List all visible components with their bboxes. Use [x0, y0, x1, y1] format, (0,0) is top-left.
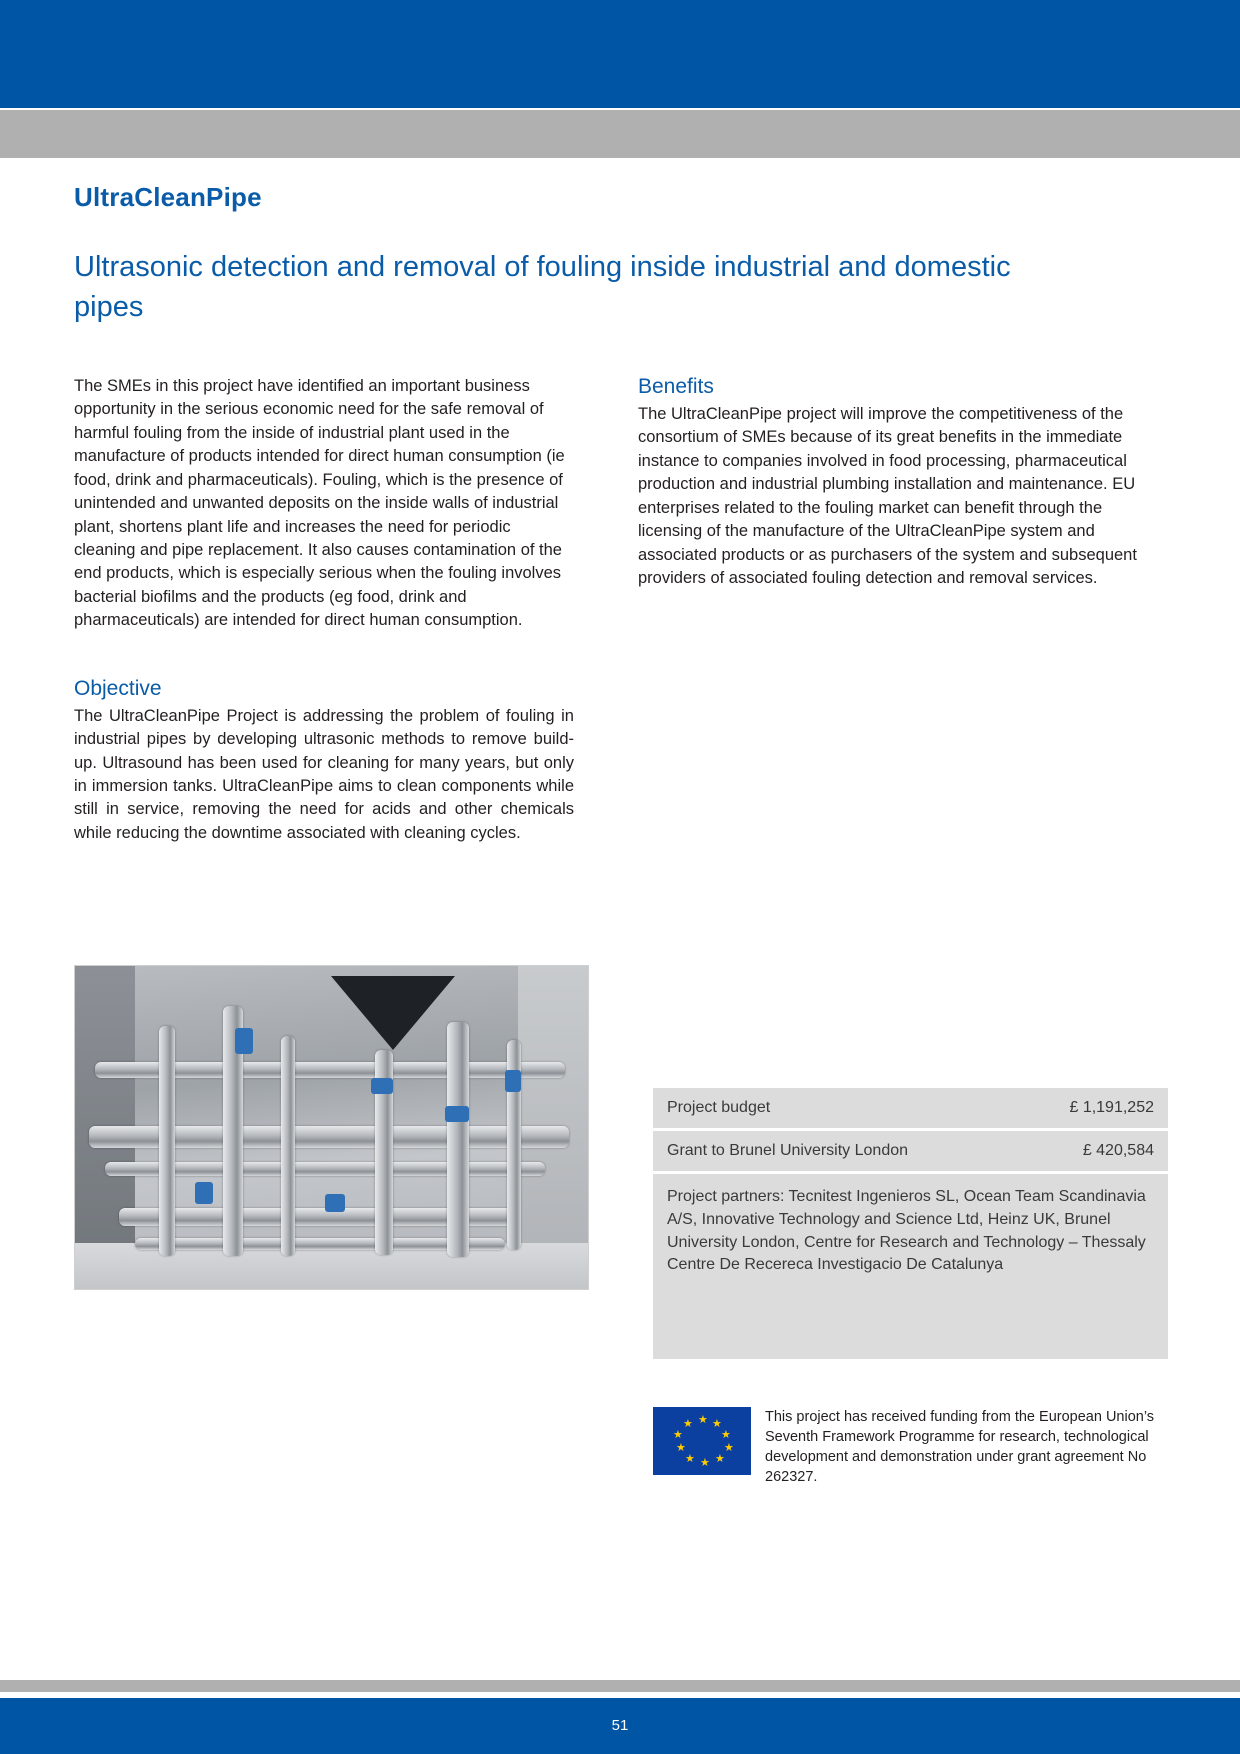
project-name: UltraCleanPipe — [74, 182, 262, 212]
left-column — [74, 375, 574, 845]
objective-paragraph: The UltraCleanPipe Project is addressing the problem of fouling in industrial pipes by developing ultrasonic methods to remove build-up. Ultrasound has been used for cleaning for many years, but only in immersion tanks. UltraCleanPipe aims to clean components while still in service, removing the need for acids and other chemicals while reducing the downtime associated with cleaning cycles. — [74, 706, 574, 842]
eu-flag-icon: ★ ★ ★ ★ ★ ★ ★ ★ ★ ★ — [653, 1407, 751, 1475]
partners-block: Project partners: Tecnitest Ingenieros SL, Ocean Team Scandinavia A/S, Innovative Technology and Science Ltd, Heinz UK, Brunel University London, Centre for Research and Technology – Thessaly Centre De Recereca Investigacio De Catalunya — [653, 1174, 1168, 1359]
top-banner — [0, 0, 1240, 108]
budget-row — [653, 1088, 1168, 1128]
lower-area — [74, 965, 1166, 1487]
budget-value: £ 1,191,252 — [1069, 1099, 1154, 1117]
top-gray-rule — [0, 110, 1240, 158]
benefits-paragraph: The UltraCleanPipe project will improve the competitiveness of the consortium of SMEs because of its great benefits in the immediate instance to companies involved in food processing, pharmaceutical production and industrial plumbing installation and maintenance. EU enterprises related to the fouling market can benefit through the licensing of the manufacture of the UltraCleanPipe system and associated products or as purchasers of the system and subsequent providers of associated fouling detection and removal services. — [638, 405, 1137, 587]
eu-funding-note — [653, 1407, 1168, 1487]
industrial-pipework-photo — [74, 965, 589, 1290]
grant-row — [653, 1131, 1168, 1171]
page-title: Ultrasonic detection and removal of fouling inside industrial and domestic pipes — [74, 251, 1011, 324]
facts-table — [653, 1088, 1168, 1487]
objective-section — [74, 677, 574, 846]
eu-funding-text: This project has received funding from the European Union’s Seventh Framework Programme for research, technological development and demonstration under grant agreement No 262327. — [765, 1409, 1155, 1486]
grant-value: £ 420,584 — [1082, 1142, 1154, 1160]
objective-heading: Objective — [74, 676, 162, 700]
two-column-body — [74, 375, 1166, 845]
footer-gray-rule — [0, 1680, 1240, 1692]
page-number: 51 — [611, 1717, 629, 1734]
page-body — [0, 158, 1240, 1487]
right-column — [638, 375, 1166, 845]
grant-label: Grant to Brunel University London — [667, 1142, 909, 1160]
content-area — [74, 182, 1166, 1487]
intro-paragraph: The SMEs in this project have identified an important business opportunity in the serious economic need for the safe removal of harmful fouling from the inside of industrial plant used in the manufacture of products intended for direct human consumption (ie food, drink and pharmaceuticals). Fouling, which is the presence of unintended and unwanted deposits on the inside walls of industrial plant, shortens plant life and increases the need for periodic cleaning and pipe replacement. It also causes contamination of the end products, which is especially serious when the fouling involves bacterial biofilms and the products (eg food, drink and pharmaceuticals) are intended for direct human consumption. — [74, 377, 565, 630]
benefits-heading: Benefits — [638, 375, 714, 399]
budget-label: Project budget — [667, 1099, 771, 1117]
page-footer — [0, 1698, 1240, 1754]
